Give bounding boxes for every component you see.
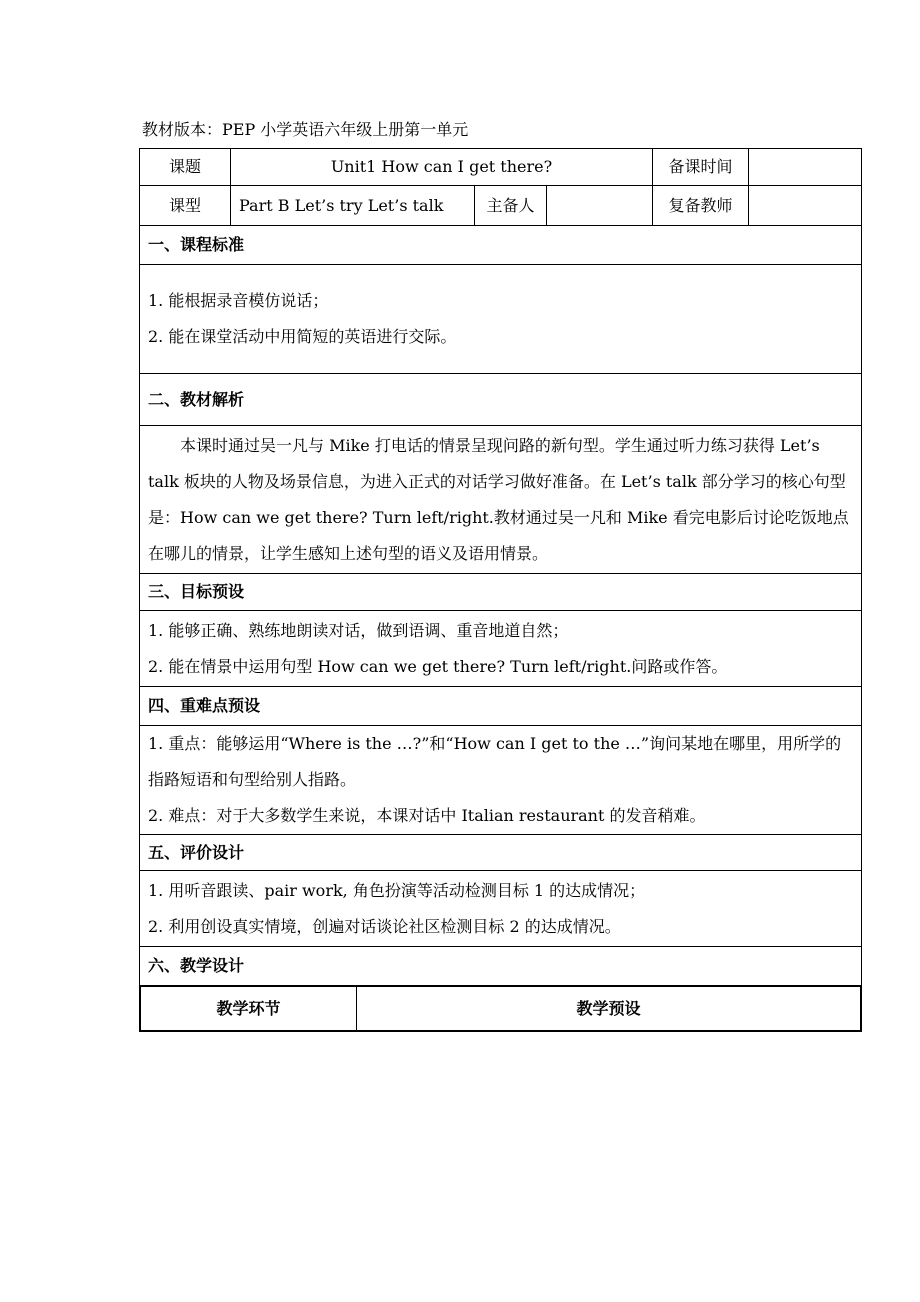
info-row-topic — [140, 149, 862, 186]
type-value: Part B Let’s try Let’s talk — [231, 186, 475, 226]
prep-time-value — [749, 149, 862, 186]
section-body-keypoints — [140, 726, 862, 835]
evaluation-line-2: 2. 利用创设真实情境，创遍对话谈论社区检测目标 2 的达成情况。 — [148, 916, 621, 936]
goals-line-2: 2. 能在情景中运用句型 How can we get there? Turn left/right.问路或作答。 — [148, 656, 728, 676]
section-title-design: 六、教学设计 — [140, 947, 862, 986]
prep-time-label: 备课时间 — [653, 149, 749, 186]
topic-value: Unit1 How can I get there? — [231, 149, 653, 186]
section-title-keypoints: 四、重难点预设 — [140, 687, 862, 726]
section-title-evaluation: 五、评价设计 — [140, 835, 862, 871]
section-body-goals — [140, 611, 862, 687]
standards-line-2: 2. 能在课堂活动中用简短的英语进行交际。 — [148, 327, 457, 346]
design-col-stage: 教学环节 — [141, 987, 357, 1031]
section-title-goals: 三、目标预设 — [140, 574, 862, 611]
review-label: 复备教师 — [653, 186, 749, 226]
lesson-plan-table — [139, 148, 862, 1032]
section-title-standards: 一、课程标准 — [140, 226, 862, 265]
design-col-plan: 教学预设 — [357, 987, 861, 1031]
standards-line-1: 1. 能根据录音模仿说话； — [148, 291, 329, 310]
type-label: 课型 — [140, 186, 231, 226]
keypoints-line-1: 1. 重点：能够运用“Where is the …?”和“How can I get to the …”询问某地在哪里，用所学的指路短语和句型给别人指路。 — [148, 734, 842, 789]
keypoints-line-2: 2. 难点：对于大多数学生来说，本课对话中 Italian restaurant 的发音稍难。 — [148, 806, 706, 825]
goals-line-1: 1. 能够正确、熟练地朗读对话，做到语调、重音地道自然； — [148, 620, 569, 640]
topic-label: 课题 — [140, 149, 231, 186]
analysis-paragraph: 本课时通过吴一凡与 Mike 打电话的情景呈现问路的新句型。学生通过听力练习获得 Let’s talk 板块的人物及场景信息，为进入正式的对话学习做好准备。在 Let’s talk 部分学习的核心句型是：How can we get there? Turn left/right.教材通过吴一凡和 Mike 看完电影后讨论吃饭地点在哪儿的情景，让学生感知上述句型的语义及语用情景。 — [148, 435, 849, 563]
edition-line: 教材版本：PEP 小学英语六年级上册第一单元 — [142, 120, 469, 139]
section-body-evaluation — [140, 871, 862, 947]
lead-value — [547, 186, 653, 226]
evaluation-line-1: 1. 用听音跟读、pair work, 角色扮演等活动检测目标 1 的达成情况； — [148, 880, 646, 900]
section-body-standards — [140, 265, 862, 374]
info-row-type — [140, 186, 862, 226]
lead-label: 主备人 — [475, 186, 547, 226]
section-title-analysis: 二、教材解析 — [140, 374, 862, 426]
review-value — [749, 186, 862, 226]
section-body-analysis — [140, 426, 862, 574]
design-subheader-cell — [140, 986, 862, 1032]
design-subheader-table — [140, 986, 861, 1031]
